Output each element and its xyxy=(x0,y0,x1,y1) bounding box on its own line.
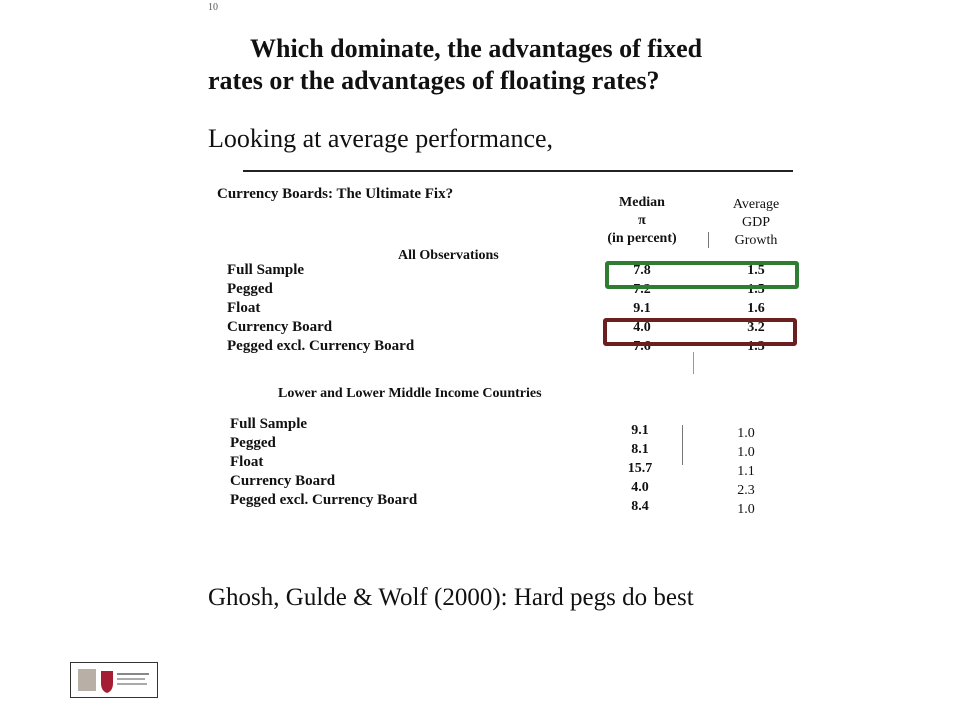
table-cell-median: 4.0 xyxy=(633,320,651,335)
table-row-label: Currency Board xyxy=(230,473,336,489)
slide-subtitle: Looking at average performance, xyxy=(208,124,554,153)
slide-footer: Ghosh, Gulde & Wolf (2000): Hard pegs do best xyxy=(208,584,694,611)
column-header-growth-line3: Growth xyxy=(734,233,778,248)
table-row-label: Pegged xyxy=(227,281,273,297)
column-header-growth xyxy=(710,196,802,250)
table-cell-growth: 1.0 xyxy=(737,445,755,460)
table-row-label: Float xyxy=(230,454,264,470)
highlight-box-full-sample xyxy=(605,261,799,289)
table-row-label: Float xyxy=(227,300,261,316)
scan-mark xyxy=(708,232,709,248)
section-title-lower-income: Lower and Lower Middle Income Countries xyxy=(278,386,542,401)
table-row-label: Currency Board xyxy=(227,319,333,335)
column-header-median-line2: π xyxy=(638,213,646,228)
scan-mark xyxy=(693,352,694,374)
column-header-median xyxy=(592,194,692,248)
table-cell-median: 7.8 xyxy=(633,263,651,278)
column-header-median-line3: (in percent) xyxy=(607,231,677,246)
table-row-label: Full Sample xyxy=(230,416,308,432)
table-cell-median: 9.1 xyxy=(631,423,649,438)
table-cell-growth: 1.0 xyxy=(737,426,755,441)
column-header-growth-line2: GDP xyxy=(741,215,770,230)
slide-title-line1: Which dominate, the advantages of fixed xyxy=(250,34,703,63)
table-cell-median: 4.0 xyxy=(631,480,649,495)
table-cell-growth: 2.3 xyxy=(737,483,755,498)
logo-emblem xyxy=(71,663,157,697)
table-row-label: Pegged xyxy=(230,435,276,451)
column-header-growth-line1: Average xyxy=(732,197,780,212)
table-cell-growth: 1.1 xyxy=(737,464,755,479)
table-cell-growth: 1.0 xyxy=(737,502,755,517)
table-cell-growth: 1.6 xyxy=(747,301,765,316)
table-cell-growth: 1.3 xyxy=(747,339,765,354)
column-header-median-line1: Median xyxy=(619,195,665,210)
table-cell-median: 7.2 xyxy=(633,282,651,297)
table-cell-growth: 3.2 xyxy=(747,320,765,335)
university-logo xyxy=(70,662,158,698)
table-cell-median: 7.6 xyxy=(633,339,651,354)
table-cell-median: 9.1 xyxy=(633,301,651,316)
table-cell-median: 8.1 xyxy=(631,442,649,457)
page-marker: 10 xyxy=(208,2,218,13)
scan-mark xyxy=(682,425,683,465)
table-cell-median: 8.4 xyxy=(631,499,649,514)
slide-title-line2: rates or the advantages of floating rates? xyxy=(208,66,660,95)
table-cell-growth: 1.5 xyxy=(747,263,765,278)
table-cell-growth: 1.5 xyxy=(747,282,765,297)
highlight-box-currency-board xyxy=(603,318,797,346)
table-cell-median: 15.7 xyxy=(627,461,653,476)
table-heading: Currency Boards: The Ultimate Fix? xyxy=(217,186,454,202)
table-row-label: Pegged excl. Currency Board xyxy=(230,492,418,508)
table-row-label: Pegged excl. Currency Board xyxy=(227,338,415,354)
divider-rule xyxy=(243,170,793,172)
section-title-all-observations: All Observations xyxy=(398,248,499,263)
table-row-label: Full Sample xyxy=(227,262,305,278)
